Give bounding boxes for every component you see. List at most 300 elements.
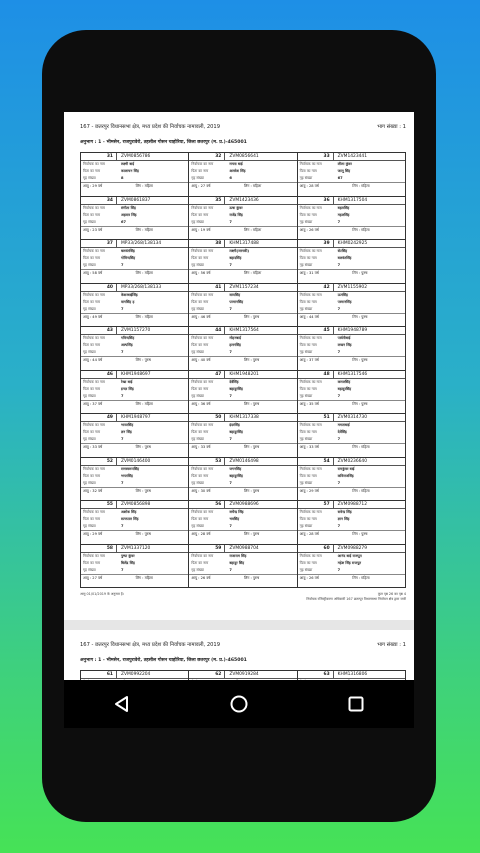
voter-age: 27 वर्ष [92, 575, 103, 580]
relative-name: बिलेंद्र सिंह [121, 560, 135, 565]
gender-label: लिंग : [135, 314, 144, 319]
house-label: गृह संख्या [83, 437, 96, 441]
name-label: निर्वाचक का नाम [191, 249, 214, 253]
relative-name: महेश सिंह राजपूत [337, 560, 362, 565]
voter-name: केसरबाईसिंह [121, 292, 138, 297]
name-label: निर्वाचक का नाम [83, 553, 105, 558]
voter-age: 46 वर्ष [200, 314, 211, 319]
voter-name: बलवंतसिंह [121, 249, 135, 253]
voter-name: ममताबाई [337, 423, 350, 427]
relative-name: परमानसिंह [229, 299, 244, 304]
voter-age: 29 वर्ष [92, 184, 103, 188]
house-label: गृह संख्या [299, 524, 313, 528]
age-label: आयु : [83, 358, 92, 362]
house-label: गृह संख्या [191, 219, 204, 224]
relative-label: पिता का नाम [299, 517, 317, 521]
relative-label: पिता का नाम [191, 386, 209, 391]
relative-name: बहादुरसिंह [229, 430, 243, 434]
house-number: 7 [121, 393, 124, 398]
serial-number: 49 [81, 414, 117, 421]
voter-card [298, 501, 406, 545]
house-number: 7 [337, 263, 341, 267]
relative-name: बहादुरसिंह [337, 386, 352, 391]
gender-label: लिंग : [243, 488, 252, 493]
voter-name: सेटसिंह [337, 249, 348, 253]
name-label: निर्वाचक का नाम [191, 466, 214, 471]
name-label: निर्वाचक का नाम [191, 423, 214, 427]
voter-gender: महिला [361, 488, 370, 493]
serial-number: 57 [298, 501, 334, 508]
house-number: 8 [121, 176, 124, 180]
serial-number: 37 [81, 240, 117, 247]
name-label: निर्वाचक का नाम [83, 510, 105, 514]
age-label: आयु : [191, 227, 200, 232]
house-number: 7 [229, 567, 232, 572]
voter-id: ZVM0861837 [121, 197, 151, 203]
serial-number: 58 [81, 545, 117, 552]
gender-label: लिंग : [135, 488, 144, 493]
voter-id: ZVM0236640 [337, 458, 368, 464]
house-label: गृह संख्या [83, 263, 96, 267]
age-label: आयु : [83, 184, 92, 188]
voter-card [189, 501, 297, 545]
name-label: निर्वाचक का नाम [191, 553, 214, 558]
voter-name: राजाराम सिंह [229, 553, 247, 558]
voter-name: मोहनबाई [229, 336, 242, 340]
gender-label: लिंग : [243, 401, 252, 406]
relative-label: पिता का नाम [191, 560, 209, 565]
voter-name: इंदरसिंह [229, 423, 240, 427]
serial-number: 31 [81, 153, 117, 160]
voter-name: लक्ष्मी(जानकी) [229, 249, 250, 253]
voter-name: रामस्वरूपसिंह [121, 466, 140, 471]
name-label: निर्वाचक का नाम [83, 379, 105, 384]
voter-name: रेखा बाई [121, 379, 133, 384]
voter-name: आनंद बाई राजपूत [337, 553, 362, 558]
relative-label: पिता का नाम [83, 473, 101, 478]
age-label: आयु : [191, 401, 200, 406]
gender-label: लिंग : [352, 227, 361, 232]
voter-id: ZVM0146400 [121, 458, 151, 464]
relative-name: गोविन्दसिंह [121, 256, 136, 260]
age-label: आयु : [299, 271, 308, 275]
gender-label: लिंग : [243, 184, 252, 188]
relative-label: पिता का नाम [299, 299, 317, 304]
document-viewer[interactable] [64, 112, 414, 680]
age-label: आयु : [299, 532, 308, 536]
voter-name: रामकुंवर बाई [337, 466, 355, 471]
voter-card [189, 545, 297, 589]
serial-number: 44 [189, 327, 225, 334]
age-label: आयु : [299, 358, 308, 362]
voter-gender: पुरुष [361, 401, 368, 406]
voter-age: 44 वर्ष [92, 358, 103, 362]
voter-gender: पुरुष [252, 314, 260, 319]
age-label: आयु : [191, 532, 200, 536]
serial-number: 41 [189, 284, 225, 291]
house-label: गृह संख्या [299, 567, 313, 572]
house-label: गृह संख्या [299, 263, 313, 267]
voter-card [81, 153, 189, 197]
house-label: गृह संख्या [299, 350, 313, 354]
house-number: 7 [121, 306, 124, 311]
relative-label: पिता का नाम [299, 212, 317, 217]
house-label: गृह संख्या [299, 306, 313, 311]
house-label: गृह संख्या [83, 176, 96, 180]
voter-name: लक्ष्मी बाई [121, 162, 135, 166]
house-label: गृह संख्या [191, 524, 204, 528]
voter-card [298, 371, 406, 415]
house-label: गृह संख्या [191, 393, 204, 398]
name-label: निर्वाचक का नाम [83, 292, 105, 297]
serial-number: 59 [189, 545, 225, 552]
relative-name: कविराजसिंह [337, 473, 354, 478]
age-label: आयु : [191, 445, 200, 449]
house-number: 7 [229, 263, 232, 267]
serial-number: 52 [81, 458, 117, 465]
relative-label: पिता का नाम [299, 560, 317, 565]
house-number: 7 [229, 437, 232, 441]
voter-gender: महिला [361, 227, 370, 232]
voter-id: KHM1948797 [121, 415, 151, 420]
voter-age: 23 वर्ष [92, 227, 103, 232]
house-label: गृह संख्या [191, 306, 204, 311]
voter-age: 31 वर्ष [308, 271, 319, 275]
voter-gender: महिला [361, 575, 370, 580]
serial-number: 46 [81, 371, 117, 378]
voter-card [81, 458, 189, 502]
voter-gender: महिला [361, 445, 370, 449]
voter-card [81, 240, 189, 284]
voter-card [81, 197, 189, 241]
age-label: आयु : [299, 184, 308, 188]
gender-label: लिंग : [135, 184, 144, 188]
voter-age: 37 वर्ष [308, 358, 319, 362]
voter-name: कमलसिंह [337, 379, 351, 384]
house-number: 7 [337, 480, 341, 485]
house-number: 7 [229, 350, 232, 354]
voter-id: KHM1948789 [337, 328, 368, 333]
voter-id: ZVM0856898 [121, 502, 151, 507]
voter-age: 33 वर्ष [200, 445, 211, 449]
relative-name: अलवेश सिंह [229, 169, 246, 173]
age-label: आयु : [299, 314, 308, 319]
age-label: आयु : [299, 445, 308, 449]
voter-card [189, 197, 297, 241]
voter-gender: पुरुष [252, 532, 260, 536]
voter-name: पुष्पा कुंवर [121, 553, 135, 558]
age-label: आयु : [83, 314, 92, 319]
voter-name: लीला कुंवर [337, 162, 352, 166]
relative-name: वागसिंह ह [121, 299, 135, 304]
serial-number: 35 [189, 197, 225, 204]
house-number: 7 [121, 350, 124, 354]
house-label: गृह संख्या [191, 567, 204, 572]
name-label: निर्वाचक का नाम [299, 379, 322, 384]
voter-card [189, 284, 297, 328]
house-label: गृह संख्या [299, 219, 313, 224]
relative-label: पिता का नाम [83, 386, 101, 391]
gender-label: लिंग : [352, 271, 361, 275]
relative-name: ज्ञन सिंह [121, 430, 132, 434]
voter-age: 29 वर्ष [92, 532, 103, 536]
relative-name: बहादुर सिंह [229, 560, 245, 565]
relative-name: लखन सिंह [337, 343, 352, 347]
voter-age: 28 वर्ष [308, 184, 319, 188]
gender-label: लिंग : [135, 575, 144, 580]
house-label: गृह संख्या [191, 437, 204, 441]
house-number: 67 [337, 176, 343, 180]
voter-card [81, 284, 189, 328]
age-label: आयु : [191, 575, 200, 580]
relative-label: पिता का नाम [191, 430, 209, 434]
voter-gender: महिला [252, 227, 262, 232]
relative-label: पिता का नाम [191, 473, 209, 478]
house-number: 7 [229, 480, 232, 485]
relative-name: भवसिंह [229, 517, 240, 521]
recents-icon[interactable] [336, 684, 376, 724]
name-label: निर्वाचक का नाम [299, 466, 322, 471]
relative-name: ज्ञान सिंह [337, 517, 350, 521]
age-label: आयु : [83, 227, 92, 232]
name-label: निर्वाचक का नाम [83, 205, 105, 210]
gender-label: लिंग : [243, 227, 252, 232]
voter-id: ZVM0856786 [121, 154, 151, 159]
voter-id: ZVM0988712 [337, 502, 368, 507]
serial-number: 63 [298, 671, 334, 678]
name-label: निर्वाचक का नाम [299, 162, 322, 166]
page-title: 167 - छतरपुर विधानसभा क्षेत्र, मध्य प्रदेश की निर्वाचक नामावली, 2019 [80, 124, 221, 130]
house-label: गृह संख्या [83, 524, 96, 528]
relative-label: पिता का नाम [191, 343, 209, 347]
voter-card [189, 327, 297, 371]
name-label: निर्वाचक का नाम [299, 423, 322, 427]
serial-number: 47 [189, 371, 225, 378]
serial-number: 50 [189, 414, 225, 421]
name-label: निर्वाचक का नाम [299, 292, 322, 297]
serial-number: 43 [81, 327, 117, 334]
serial-number: 45 [298, 327, 334, 334]
voter-gender: महिला [361, 184, 370, 188]
voter-name: बहारसिंह [337, 205, 350, 210]
voter-age: 49 वर्ष [92, 314, 103, 319]
age-label: आयु : [83, 488, 92, 493]
house-label: गृह संख्या [299, 437, 313, 441]
voter-id: ZVM1155902 [337, 284, 368, 290]
relative-name: हलनसिंह [229, 343, 241, 347]
voter-name: सचेंन्द्र सिंह [229, 510, 244, 514]
voter-card [298, 327, 406, 371]
gender-label: लिंग : [352, 488, 361, 493]
house-number: 7 [121, 263, 124, 267]
name-label: निर्वाचक का नाम [191, 336, 214, 340]
serial-number: 61 [81, 671, 117, 678]
house-number: 7 [121, 480, 124, 485]
age-label: आयु : [191, 271, 200, 275]
voter-id: ZVM1157270 [121, 328, 151, 333]
gender-label: लिंग : [135, 445, 144, 449]
relative-name: बहादुरसिंह [229, 386, 243, 391]
section-label: अनुभाग : 1 - भीमसेन, राजपुरावेरो, तहसील गोसन चाहोरिया, जिला छतरपुर (म. प्र.)-465001 [80, 140, 247, 145]
voter-card [189, 240, 297, 284]
voter-card [298, 414, 406, 458]
house-number: 7 [337, 306, 341, 311]
voter-id: ZVM0919284 [229, 672, 259, 677]
relative-label: पिता का नाम [83, 169, 101, 173]
voter-age: 26 वर्ष [308, 227, 319, 232]
voter-card [189, 414, 297, 458]
relative-name: भगतसिंह [121, 473, 133, 478]
back-icon[interactable] [102, 684, 142, 724]
house-number: 7 [337, 219, 341, 224]
voter-id: ZVM0314730 [337, 415, 368, 420]
voter-gender: पुरुष [144, 532, 151, 536]
voter-id: KHM1316806 [337, 672, 368, 677]
relative-label: पिता का नाम [299, 256, 317, 260]
voter-id: ZVM1337120 [121, 545, 151, 551]
voter-gender: महिला [144, 401, 153, 406]
home-icon[interactable] [219, 684, 259, 724]
voter-gender: पुरुष [361, 358, 368, 362]
relative-name: कालाचन सिंह [121, 169, 139, 173]
voter-id: MP33/268/138134 [121, 241, 162, 246]
name-label: निर्वाचक का नाम [191, 162, 214, 166]
voter-age: 32 वर्ष [92, 488, 103, 493]
relative-name: महलसिंह [337, 212, 350, 217]
voter-id: KHM1317564 [229, 328, 259, 333]
voter-age: 33 वर्ष [308, 445, 319, 449]
house-number: 7 [229, 524, 232, 528]
relative-label: पिता का नाम [83, 560, 101, 565]
voter-id: MP33/268/138133 [121, 284, 162, 290]
name-label: निर्वाचक का नाम [191, 510, 214, 514]
house-label: गृह संख्या [191, 176, 204, 180]
house-number: 7 [337, 567, 341, 572]
serial-number: 53 [189, 458, 225, 465]
name-label: निर्वाचक का नाम [83, 466, 105, 471]
voter-id: ZVM1423441 [337, 154, 368, 159]
voter-grid [80, 152, 406, 588]
serial-number: 62 [189, 671, 225, 678]
relative-label: पिता का नाम [299, 473, 317, 478]
house-number: 7 [121, 567, 124, 572]
gender-label: लिंग : [135, 358, 144, 362]
gender-label: लिंग : [243, 532, 252, 536]
relative-label: पिता का नाम [83, 299, 101, 304]
serial-number: 38 [189, 240, 225, 247]
serial-number: 48 [298, 371, 334, 378]
relative-name: जालू सिंह [337, 169, 351, 173]
relative-label: पिता का नाम [191, 169, 209, 173]
house-label: गृह संख्या [83, 350, 96, 354]
serial-number: 51 [298, 414, 334, 421]
serial-number: 40 [81, 284, 117, 291]
age-label: आयु : [83, 575, 92, 580]
voter-gender: महिला [144, 314, 153, 319]
age-label: आयु : [191, 314, 200, 319]
voter-card [189, 458, 297, 502]
voter-id: ZVM0146498 [229, 458, 259, 464]
android-nav-bar [64, 680, 414, 728]
voter-name: अशोक सिंह [121, 510, 137, 514]
serial-number: 55 [81, 501, 117, 508]
voter-age: 28 वर्ष [200, 532, 211, 536]
relative-label: पिता का नाम [191, 299, 209, 304]
age-label: आयु : [83, 271, 92, 275]
voter-name: गविन्दसिंह [121, 336, 135, 340]
voter-card [298, 458, 406, 502]
house-number: 7 [337, 350, 341, 354]
voter-card [81, 414, 189, 458]
relative-name: सत्यपाल सिंह [121, 517, 139, 521]
house-label: गृह संख्या [299, 393, 313, 398]
relative-label: पिता का नाम [83, 256, 101, 260]
age-label: आयु : [83, 532, 92, 536]
voter-gender: पुरुष [252, 575, 260, 580]
footer-issuer: निर्वाचक रजिस्ट्रीकरण अधिकारी 167 छतरपुर विधानसभा निर्वाचन क्षेत्र द्वारा जारी [306, 597, 406, 601]
voter-id: KHM1317338 [229, 415, 259, 420]
voter-gender: पुरुष [252, 358, 260, 362]
relative-name: अहवार सिंह [121, 212, 137, 217]
house-number: 7 [337, 437, 341, 441]
relative-name: बहादुरसिंह [229, 473, 243, 478]
voter-age: 44 वर्ष [308, 314, 319, 319]
house-label: गृह संख्या [299, 176, 313, 180]
voter-id: ZVM0988704 [229, 545, 259, 551]
voter-age: 36 वर्ष [200, 401, 211, 406]
age-label: आयु : [83, 401, 92, 406]
voter-gender: पुरुष [252, 445, 260, 449]
name-label: निर्वाचक का नाम [83, 423, 105, 427]
relative-label: पिता का नाम [299, 430, 317, 434]
serial-number: 60 [298, 545, 334, 552]
name-label: निर्वाचक का नाम [83, 162, 105, 166]
voter-age: 29 वर्ष [308, 488, 319, 493]
voter-card [81, 371, 189, 415]
voter-gender: महिला [252, 271, 262, 275]
relative-label: पिता का नाम [83, 212, 101, 217]
house-label: गृह संख्या [83, 393, 96, 398]
voter-card [298, 545, 406, 589]
age-label: आयु : [191, 184, 200, 188]
voter-gender: महिला [144, 271, 153, 275]
voter-id: KHM0242925 [337, 241, 368, 246]
name-label: निर्वाचक का नाम [299, 336, 322, 340]
voter-card [298, 197, 406, 241]
gender-label: लिंग : [352, 314, 361, 319]
relative-name: राजेंद्र सिंह [229, 212, 243, 217]
voter-age: 37 वर्ष [92, 401, 103, 406]
name-label: निर्वाचक का नाम [299, 553, 322, 558]
voter-age: 27 वर्ष [200, 184, 211, 188]
relative-label: पिता का नाम [83, 517, 101, 521]
voter-card [189, 371, 297, 415]
gender-label: लिंग : [135, 271, 144, 275]
voter-card [81, 501, 189, 545]
voter-id: KHM1317504 [337, 197, 368, 203]
house-label: गृह संख्या [83, 567, 96, 572]
gender-label: लिंग : [243, 445, 252, 449]
voter-name: ममता बाई [229, 162, 243, 166]
voter-age: 26 वर्ष [308, 575, 319, 580]
name-label: निर्वाचक का नाम [191, 205, 214, 210]
gender-label: लिंग : [352, 401, 361, 406]
relative-name: देवेंसिंह [337, 430, 347, 434]
voter-age: 33 वर्ष [92, 445, 103, 449]
gender-label: लिंग : [243, 314, 252, 319]
footer-page: कुल पृष्ठ 26 का पृष्ठ 4 [377, 592, 406, 596]
voter-gender: पुरुष [361, 314, 368, 319]
